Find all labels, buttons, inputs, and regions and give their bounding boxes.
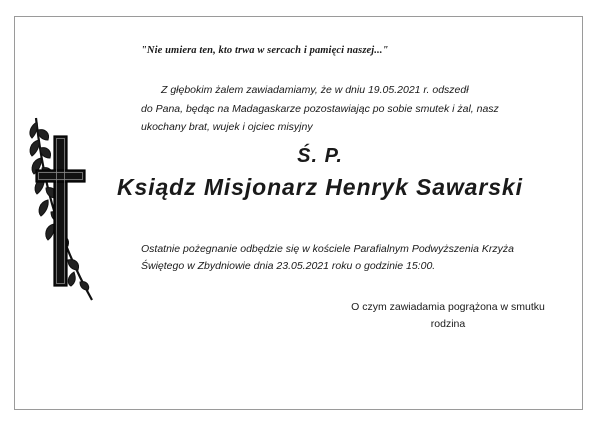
signoff-line: rodzina: [430, 318, 466, 330]
announcement-line: ukochany brat, wujek i ojciec misyjny: [141, 121, 313, 133]
memorial-quote: "Nie umiera ten, kto trwa w sercach i pamięci naszej...": [141, 45, 389, 56]
funeral-details: [141, 241, 514, 275]
funeral-line: Ostatnie pożegnanie odbędzie się w kościele Parafialnym Podwyższenia Krzyża: [141, 243, 514, 255]
signoff-line: O czym zawiadamia pogrążona w smutku: [351, 301, 545, 313]
announcement-paragraph: [141, 81, 561, 137]
honorific-heading: Ś. P.: [297, 145, 343, 167]
cross-with-palm-branch-icon: [24, 112, 104, 304]
family-signoff: [341, 299, 555, 333]
funeral-line: Świętego w Zbydniowie dnia 23.05.2021 roku o godzinie 15:00.: [141, 260, 436, 272]
announcement-line: Z głębokim żalem zawiadamiamy, że w dniu 19.05.2021 r. odszedł: [161, 84, 469, 96]
announcement-line: do Pana, będąc na Madagaskarze pozostawiając po sobie smutek i żal, nasz: [141, 102, 499, 115]
deceased-name: Ksiądz Misjonarz Henryk Sawarski: [117, 174, 523, 200]
